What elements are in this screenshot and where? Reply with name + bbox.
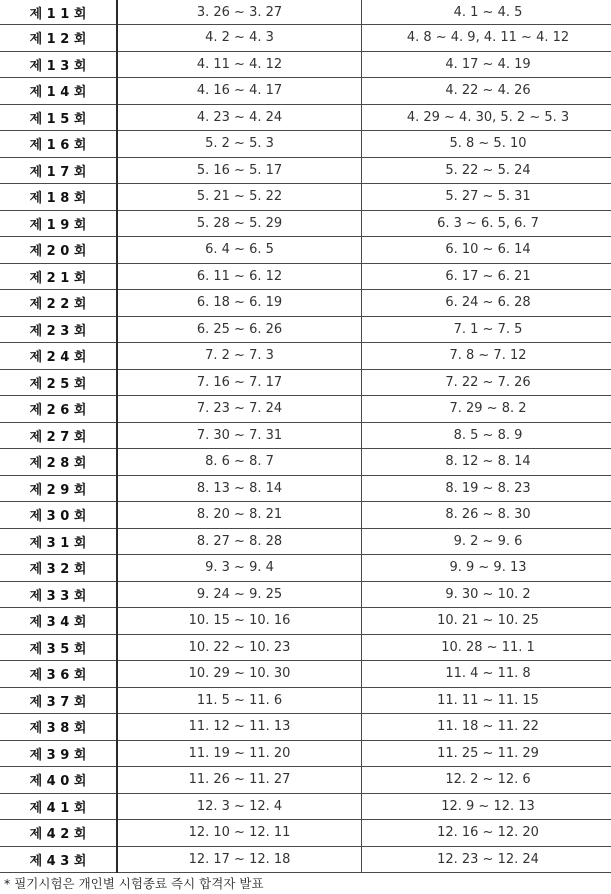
round-cell: 제 3 9 회: [0, 740, 117, 767]
registration-period-cell: 6. 4 ~ 6. 5: [117, 237, 362, 264]
registration-period-cell: 6. 18 ~ 6. 19: [117, 290, 362, 317]
table-row: [0, 369, 611, 396]
registration-period-cell: 4. 16 ~ 4. 17: [117, 78, 362, 105]
announcement-period-cell: 8. 12 ~ 8. 14: [362, 449, 611, 476]
registration-period-cell: 11. 26 ~ 11. 27: [117, 767, 362, 794]
registration-period-cell: 7. 30 ~ 7. 31: [117, 422, 362, 449]
round-cell: 제 2 9 회: [0, 475, 117, 502]
table-row: [0, 0, 611, 25]
round-cell: 제 1 7 회: [0, 157, 117, 184]
registration-period-cell: 5. 28 ~ 5. 29: [117, 210, 362, 237]
table-row: [0, 581, 611, 608]
registration-period-cell: 11. 12 ~ 11. 13: [117, 714, 362, 741]
announcement-period-cell: 6. 17 ~ 6. 21: [362, 263, 611, 290]
registration-period-cell: 6. 11 ~ 6. 12: [117, 263, 362, 290]
registration-period-cell: 4. 11 ~ 4. 12: [117, 51, 362, 78]
announcement-period-cell: 11. 11 ~ 11. 15: [362, 687, 611, 714]
table-row: [0, 210, 611, 237]
round-cell: 제 2 1 회: [0, 263, 117, 290]
round-cell: 제 1 4 회: [0, 78, 117, 105]
round-cell: 제 1 1 회: [0, 0, 117, 25]
announcement-period-cell: 11. 18 ~ 11. 22: [362, 714, 611, 741]
announcement-period-cell: 4. 1 ~ 4. 5: [362, 0, 611, 25]
table-row: [0, 528, 611, 555]
round-cell: 제 1 6 회: [0, 131, 117, 158]
registration-period-cell: 7. 2 ~ 7. 3: [117, 343, 362, 370]
table-row: [0, 555, 611, 582]
round-cell: 제 1 8 회: [0, 184, 117, 211]
round-cell: 제 4 1 회: [0, 793, 117, 820]
round-cell: 제 2 4 회: [0, 343, 117, 370]
round-cell: 제 2 6 회: [0, 396, 117, 423]
registration-period-cell: 4. 23 ~ 4. 24: [117, 104, 362, 131]
table-row: [0, 687, 611, 714]
registration-period-cell: 4. 2 ~ 4. 3: [117, 25, 362, 52]
table-row: [0, 184, 611, 211]
round-cell: 제 2 3 회: [0, 316, 117, 343]
registration-period-cell: 3. 26 ~ 3. 27: [117, 0, 362, 25]
table-row: [0, 793, 611, 820]
announcement-period-cell: 4. 22 ~ 4. 26: [362, 78, 611, 105]
round-cell: 제 3 8 회: [0, 714, 117, 741]
announcement-period-cell: 7. 22 ~ 7. 26: [362, 369, 611, 396]
table-row: [0, 237, 611, 264]
registration-period-cell: 12. 10 ~ 12. 11: [117, 820, 362, 847]
registration-period-cell: 6. 25 ~ 6. 26: [117, 316, 362, 343]
round-cell: 제 4 0 회: [0, 767, 117, 794]
round-cell: 제 3 0 회: [0, 502, 117, 529]
table-row: [0, 714, 611, 741]
registration-period-cell: 5. 16 ~ 5. 17: [117, 157, 362, 184]
announcement-period-cell: 8. 19 ~ 8. 23: [362, 475, 611, 502]
round-cell: 제 3 1 회: [0, 528, 117, 555]
table-row: [0, 422, 611, 449]
round-cell: 제 1 9 회: [0, 210, 117, 237]
registration-period-cell: 11. 5 ~ 11. 6: [117, 687, 362, 714]
announcement-period-cell: 9. 30 ~ 10. 2: [362, 581, 611, 608]
announcement-period-cell: 9. 9 ~ 9. 13: [362, 555, 611, 582]
registration-period-cell: 9. 24 ~ 9. 25: [117, 581, 362, 608]
registration-period-cell: 7. 16 ~ 7. 17: [117, 369, 362, 396]
registration-period-cell: 8. 20 ~ 8. 21: [117, 502, 362, 529]
registration-period-cell: 8. 27 ~ 8. 28: [117, 528, 362, 555]
announcement-period-cell: 6. 3 ~ 6. 5, 6. 7: [362, 210, 611, 237]
round-cell: 제 3 5 회: [0, 634, 117, 661]
table-row: [0, 475, 611, 502]
announcement-period-cell: 5. 22 ~ 5. 24: [362, 157, 611, 184]
announcement-period-cell: 12. 16 ~ 12. 20: [362, 820, 611, 847]
table-row: [0, 51, 611, 78]
round-cell: 제 1 2 회: [0, 25, 117, 52]
round-cell: 제 4 2 회: [0, 820, 117, 847]
announcement-period-cell: 12. 23 ~ 12. 24: [362, 846, 611, 873]
registration-period-cell: 10. 15 ~ 10. 16: [117, 608, 362, 635]
round-cell: 제 3 2 회: [0, 555, 117, 582]
table-row: [0, 634, 611, 661]
registration-period-cell: 10. 29 ~ 10. 30: [117, 661, 362, 688]
table-row: [0, 502, 611, 529]
table-row: [0, 131, 611, 158]
registration-period-cell: 12. 3 ~ 12. 4: [117, 793, 362, 820]
announcement-period-cell: 5. 8 ~ 5. 10: [362, 131, 611, 158]
table-row: [0, 449, 611, 476]
registration-period-cell: 9. 3 ~ 9. 4: [117, 555, 362, 582]
announcement-period-cell: 7. 1 ~ 7. 5: [362, 316, 611, 343]
announcement-period-cell: 4. 8 ~ 4. 9, 4. 11 ~ 4. 12: [362, 25, 611, 52]
announcement-period-cell: 5. 27 ~ 5. 31: [362, 184, 611, 211]
announcement-period-cell: 7. 8 ~ 7. 12: [362, 343, 611, 370]
announcement-period-cell: 8. 26 ~ 8. 30: [362, 502, 611, 529]
table-row: [0, 263, 611, 290]
registration-period-cell: 8. 6 ~ 8. 7: [117, 449, 362, 476]
round-cell: 제 3 3 회: [0, 581, 117, 608]
table-row: [0, 78, 611, 105]
announcement-period-cell: 12. 9 ~ 12. 13: [362, 793, 611, 820]
announcement-period-cell: 7. 29 ~ 8. 2: [362, 396, 611, 423]
table-row: [0, 104, 611, 131]
table-row: [0, 157, 611, 184]
round-cell: 제 2 7 회: [0, 422, 117, 449]
registration-period-cell: 5. 2 ~ 5. 3: [117, 131, 362, 158]
announcement-period-cell: 9. 2 ~ 9. 6: [362, 528, 611, 555]
round-cell: 제 2 2 회: [0, 290, 117, 317]
table-row: [0, 608, 611, 635]
registration-period-cell: 10. 22 ~ 10. 23: [117, 634, 362, 661]
footnote: * 필기시험은 개인별 시험종료 즉시 합격자 발표: [4, 876, 264, 891]
announcement-period-cell: 6. 24 ~ 6. 28: [362, 290, 611, 317]
round-cell: 제 2 0 회: [0, 237, 117, 264]
announcement-period-cell: 6. 10 ~ 6. 14: [362, 237, 611, 264]
table-row: [0, 767, 611, 794]
announcement-period-cell: 4. 29 ~ 4. 30, 5. 2 ~ 5. 3: [362, 104, 611, 131]
table-row: [0, 343, 611, 370]
announcement-period-cell: 10. 28 ~ 11. 1: [362, 634, 611, 661]
table-row: [0, 396, 611, 423]
round-cell: 제 1 3 회: [0, 51, 117, 78]
table-row: [0, 820, 611, 847]
registration-period-cell: 8. 13 ~ 8. 14: [117, 475, 362, 502]
round-cell: 제 3 7 회: [0, 687, 117, 714]
round-cell: 제 4 3 회: [0, 846, 117, 873]
table-row: [0, 25, 611, 52]
announcement-period-cell: 4. 17 ~ 4. 19: [362, 51, 611, 78]
table-row: [0, 316, 611, 343]
round-cell: 제 3 6 회: [0, 661, 117, 688]
announcement-period-cell: 11. 25 ~ 11. 29: [362, 740, 611, 767]
announcement-period-cell: 12. 2 ~ 12. 6: [362, 767, 611, 794]
table-row: [0, 846, 611, 873]
announcement-period-cell: 8. 5 ~ 8. 9: [362, 422, 611, 449]
table-row: [0, 661, 611, 688]
round-cell: 제 1 5 회: [0, 104, 117, 131]
registration-period-cell: 11. 19 ~ 11. 20: [117, 740, 362, 767]
table-row: [0, 740, 611, 767]
round-cell: 제 2 5 회: [0, 369, 117, 396]
announcement-period-cell: 11. 4 ~ 11. 8: [362, 661, 611, 688]
registration-period-cell: 5. 21 ~ 5. 22: [117, 184, 362, 211]
round-cell: 제 2 8 회: [0, 449, 117, 476]
round-cell: 제 3 4 회: [0, 608, 117, 635]
registration-period-cell: 12. 17 ~ 12. 18: [117, 846, 362, 873]
announcement-period-cell: 10. 21 ~ 10. 25: [362, 608, 611, 635]
table-row: [0, 290, 611, 317]
registration-period-cell: 7. 23 ~ 7. 24: [117, 396, 362, 423]
